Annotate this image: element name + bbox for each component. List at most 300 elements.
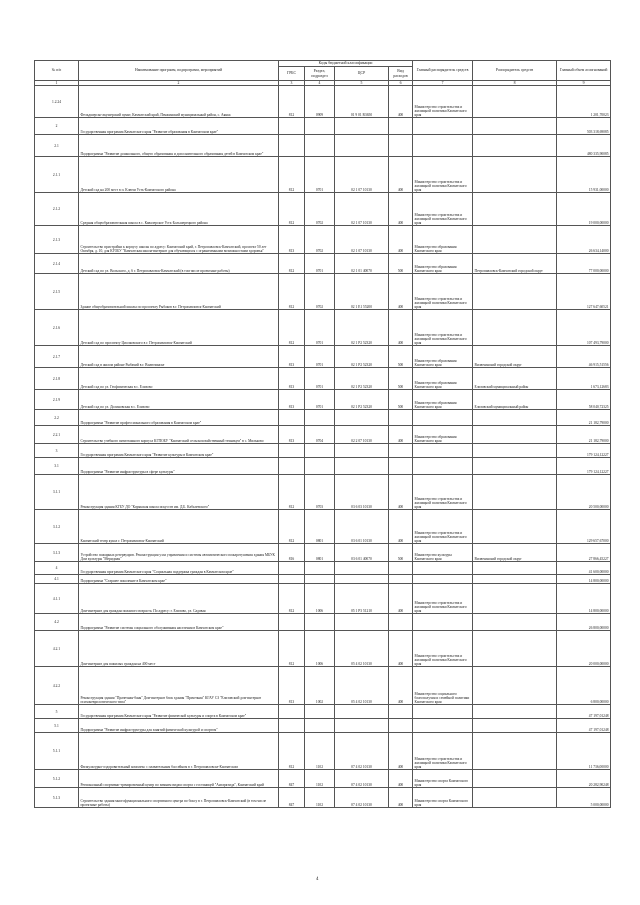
table-cell-no: 4	[35, 562, 79, 575]
table-cell-grbs: 813	[279, 426, 305, 444]
header-total: Главный объем ассигнований	[557, 61, 611, 81]
table-cell-name: Подпрограмма "Развитие профессионального образования в Камчатском крае"	[79, 410, 279, 426]
header-index: 4	[305, 81, 335, 86]
table-cell-csr: 07 4 02 10130	[335, 733, 389, 770]
table-cell-razdel: 0801	[305, 510, 335, 544]
header-index: 9	[557, 81, 611, 86]
table-cell-recipient	[473, 510, 557, 544]
table-cell-manager: Министерство строительства и жилищной политики Камчатского края	[413, 193, 473, 226]
table-cell-no: 2.1.3	[35, 226, 79, 254]
table-cell-no: 2.1.5	[35, 274, 79, 310]
table-cell-razdel: 0701	[305, 310, 335, 346]
table-row	[35, 368, 611, 390]
table-row	[35, 410, 611, 426]
table-cell-recipient: Петропавловск-Камчатский городской округ	[473, 254, 557, 274]
table-cell-manager: Министерство строительства и жилищной политики Камчатского края	[413, 274, 473, 310]
table-cell-vr: 400	[389, 733, 413, 770]
table-cell-no: 4.2	[35, 614, 79, 631]
table-cell-no: 3.1	[35, 458, 79, 475]
table-cell-csr	[335, 705, 389, 719]
table-cell-grbs	[279, 458, 305, 475]
table-cell-razdel: 0701	[305, 254, 335, 274]
table-cell-no: 3	[35, 444, 79, 458]
table-row	[35, 458, 611, 475]
table-row	[35, 135, 611, 157]
table-cell-no: 3.1.3	[35, 544, 79, 562]
table-cell-vr: 400	[389, 157, 413, 193]
table-cell-no: 4.1	[35, 575, 79, 584]
table-cell-name: Детский сад в жилом районе Рыбачий в г. Вилючинске	[79, 346, 279, 368]
table-cell-total: 46 915,51556	[557, 346, 611, 368]
table-cell-total: 41 600,00000	[557, 562, 611, 575]
table-cell-total: 26 634,14000	[557, 226, 611, 254]
table-cell-razdel	[305, 705, 335, 719]
table-cell-csr: 03 6 01 10130	[335, 510, 389, 544]
header-csr: ЦСР	[335, 67, 389, 81]
table-cell-recipient: Вилючинский городской округ	[473, 544, 557, 562]
table-cell-razdel	[305, 562, 335, 575]
table-cell-csr	[335, 118, 389, 135]
table-row	[35, 719, 611, 733]
table-cell-vr	[389, 118, 413, 135]
table-cell-razdel: 1102	[305, 733, 335, 770]
table-cell-no: 1.2.24	[35, 86, 79, 118]
table-cell-recipient	[473, 426, 557, 444]
table-cell-name: Здание общеобразовательной школы по проспекту Рыбаков в г. Петропавловск-Камчатский	[79, 274, 279, 310]
table-cell-recipient	[473, 475, 557, 510]
table-cell-no: 5	[35, 705, 79, 719]
table-cell-recipient	[473, 705, 557, 719]
table-cell-total: 58 040,72325	[557, 390, 611, 410]
table-cell-grbs	[279, 575, 305, 584]
table-cell-manager: Министерство социального благополучия и семейной политики Камчатского края	[413, 667, 473, 705]
table-cell-vr: 400	[389, 510, 413, 544]
table-cell-manager: Министерство строительства и жилищной политики Камчатского края	[413, 157, 473, 193]
table-cell-grbs: 812	[279, 733, 305, 770]
table-cell-no: 2.1.1	[35, 157, 79, 193]
table-cell-grbs	[279, 614, 305, 631]
table-row	[35, 390, 611, 410]
header-index: 6	[389, 81, 413, 86]
header-manager: Главный распорядитель средств	[413, 61, 473, 81]
table-cell-manager	[413, 444, 473, 458]
table-body	[35, 86, 611, 808]
table-cell-name: Государственная программа Камчатского края "Развитие культуры в Камчатском крае"	[79, 444, 279, 458]
table-cell-razdel	[305, 135, 335, 157]
table-cell-grbs: 812	[279, 86, 305, 118]
table-cell-grbs: 812	[279, 193, 305, 226]
table-cell-vr: 400	[389, 475, 413, 510]
table-cell-name: Подпрограмма "Старшее поколение в Камчатском крае"	[79, 575, 279, 584]
table-row	[35, 254, 611, 274]
table-cell-recipient	[473, 562, 557, 575]
table-cell-total: 19 000,00000	[557, 193, 611, 226]
table-cell-razdel: 0704	[305, 426, 335, 444]
table-cell-csr	[335, 562, 389, 575]
table-cell-vr: 500	[389, 254, 413, 274]
table-cell-name: Детский сад по проспекту Циолковского в г. Петропавловск-Камчатский	[79, 310, 279, 346]
table-cell-recipient	[473, 444, 557, 458]
table-cell-vr: 400	[389, 226, 413, 254]
table-cell-vr: 400	[389, 426, 413, 444]
table-cell-grbs: 813	[279, 667, 305, 705]
table-cell-no: 2.1.7	[35, 346, 79, 368]
table-cell-manager: Министерство образования Камчатского края	[413, 426, 473, 444]
table-cell-grbs	[279, 562, 305, 575]
header-codes-group: Коды бюджетной классификации	[279, 61, 413, 67]
table-cell-vr: 400	[389, 86, 413, 118]
table-cell-manager: Министерство строительства и жилищной политики Камчатского края	[413, 86, 473, 118]
table-cell-razdel: 1102	[305, 770, 335, 788]
table-cell-manager: Министерство строительства и жилищной политики Камчатского края	[413, 510, 473, 544]
table-cell-total: 14 800,00000	[557, 584, 611, 614]
table-cell-total: 480 335,90085	[557, 135, 611, 157]
table-cell-csr	[335, 719, 389, 733]
table-cell-name: Региональный спортивно-тренировочный центр по зимним видам спорта с гостиницей "Антарктида", Камчатский край	[79, 770, 279, 788]
table-cell-manager: Министерство образования Камчатского края	[413, 390, 473, 410]
table-row	[35, 631, 611, 667]
header-index: 3	[279, 81, 305, 86]
table-cell-vr: 400	[389, 631, 413, 667]
table-cell-name: Устройство пожарных резервуаров. Реконструкция узла управления и системы автоматического пожаротушения здания МБУК Дом культуры "Меридиан"	[79, 544, 279, 562]
table-cell-vr: 400	[389, 310, 413, 346]
table-cell-razdel: 0801	[305, 544, 335, 562]
table-cell-total: 127 647,60521	[557, 274, 611, 310]
table-cell-name: Дом-интернат для пожилых граждан на 400 мест	[79, 631, 279, 667]
table-cell-grbs: 812	[279, 254, 305, 274]
table-cell-grbs: 813	[279, 226, 305, 254]
table-cell-no: 4.2.2	[35, 667, 79, 705]
table-cell-no: 5.1.2	[35, 770, 79, 788]
table-cell-vr	[389, 458, 413, 475]
table-row	[35, 544, 611, 562]
table-cell-csr: 05 4 02 10130	[335, 667, 389, 705]
table-cell-name: Строительство пристройки к корпусу школы по адресу: Камчатский край, г. Петропавловск-Камчатский, проспект 50 лет Октября, д. 10, для КГОБУ "Камчатская школа-интернат для обучающихся с ограниченными возможностями здоровья"	[79, 226, 279, 254]
header-index: 8	[473, 81, 557, 86]
table-row	[35, 705, 611, 719]
table-cell-csr	[335, 575, 389, 584]
table-cell-vr: 500	[389, 368, 413, 390]
table-cell-csr: 02 1 07 10130	[335, 193, 389, 226]
table-cell-recipient	[473, 614, 557, 631]
table-cell-razdel: 0909	[305, 86, 335, 118]
table-cell-razdel: 1002	[305, 667, 335, 705]
table-cell-razdel	[305, 444, 335, 458]
table-cell-grbs: 812	[279, 157, 305, 193]
table-cell-csr: 02 1 P2 52320	[335, 390, 389, 410]
table-cell-name: Дом-интернат для граждан пожилого возраста. По адресу: г. Елизово, ул. Садовая	[79, 584, 279, 614]
table-cell-razdel: 0702	[305, 274, 335, 310]
table-cell-no: 5.1.1	[35, 733, 79, 770]
table-row	[35, 426, 611, 444]
table-cell-razdel	[305, 614, 335, 631]
table-cell-manager: Министерство спорта Камчатского края	[413, 770, 473, 788]
table-cell-csr	[335, 614, 389, 631]
table-cell-total: 503 318,69085	[557, 118, 611, 135]
table-cell-csr	[335, 458, 389, 475]
table-cell-vr: 400	[389, 193, 413, 226]
table-cell-name: Детский сад на 200 мест в п. Ключи Усть-Камчатского района	[79, 157, 279, 193]
table-cell-grbs: 812	[279, 631, 305, 667]
table-cell-vr	[389, 444, 413, 458]
table-cell-name: Строительство учебного пятиэтажного корпуса КГПОБУ "Камчатский сельскохозяйственный техникум" в с. Мильково	[79, 426, 279, 444]
table-cell-no: 2.2	[35, 410, 79, 426]
table-cell-total: 1 201,70023	[557, 86, 611, 118]
table-row	[35, 614, 611, 631]
table-cell-csr: 02 1 P2 52320	[335, 310, 389, 346]
table-cell-grbs: 813	[279, 390, 305, 410]
table-cell-razdel	[305, 575, 335, 584]
table-row	[35, 562, 611, 575]
table-cell-name: Государственная программа Камчатского края "Развитие физической культуры и спорта в Камчатском крае"	[79, 705, 279, 719]
table-cell-csr: 03 6 03 10130	[335, 475, 389, 510]
table-row	[35, 733, 611, 770]
table-cell-name: Фельдшерско-акушерский пункт, Камчатский край, Пенжинский муниципальный район, с. Аянка	[79, 86, 279, 118]
budget-table	[34, 60, 611, 808]
table-cell-total: 179 124,12227	[557, 458, 611, 475]
table-cell-grbs: 847	[279, 788, 305, 808]
table-cell-csr: 05 1 P3 51210	[335, 584, 389, 614]
table-cell-recipient	[473, 719, 557, 733]
table-cell-manager: Министерство образования Камчатского края	[413, 226, 473, 254]
table-row	[35, 157, 611, 193]
table-cell-name: Детский сад по ул. Долиновская в с. Елизово	[79, 390, 279, 410]
table-cell-vr	[389, 705, 413, 719]
table-cell-total: 11 736,00000	[557, 733, 611, 770]
table-cell-recipient	[473, 135, 557, 157]
table-cell-vr: 400	[389, 770, 413, 788]
table-cell-name: Детский сад по ул. Геофизическая в с. Елизово	[79, 368, 279, 390]
table-cell-razdel	[305, 458, 335, 475]
table-cell-name: Реконструкция здания КГБУ ДО "Корякская школа искусств им. Д.Б. Кабалевского"	[79, 475, 279, 510]
table-cell-csr	[335, 135, 389, 157]
table-cell-csr: 02 2 07 10130	[335, 426, 389, 444]
table-cell-manager	[413, 575, 473, 584]
table-cell-manager: Министерство строительства и жилищной политики Камчатского края	[413, 733, 473, 770]
table-cell-razdel: 0701	[305, 157, 335, 193]
header-recipient: Распорядитель средств	[473, 61, 557, 81]
table-cell-total: 5 000,00000	[557, 788, 611, 808]
table-cell-name: Государственная программа Камчатского края "Развитие образования в Камчатском крае"	[79, 118, 279, 135]
table-cell-recipient	[473, 86, 557, 118]
table-row	[35, 444, 611, 458]
table-cell-no: 2.1.2	[35, 193, 79, 226]
table-cell-razdel: 0701	[305, 368, 335, 390]
table-cell-no: 5.1	[35, 719, 79, 733]
table-cell-grbs: 812	[279, 584, 305, 614]
table-cell-no: 5.1.3	[35, 788, 79, 808]
table-cell-recipient	[473, 274, 557, 310]
table-cell-razdel: 0701	[305, 346, 335, 368]
table-cell-no: 2.1.9	[35, 390, 79, 410]
table-cell-no: 3.1.1	[35, 475, 79, 510]
table-cell-recipient: Вилючинский городской округ	[473, 346, 557, 368]
table-cell-vr	[389, 562, 413, 575]
table-row	[35, 667, 611, 705]
table-cell-csr: 07 4 02 10130	[335, 770, 389, 788]
table-cell-grbs: 813	[279, 368, 305, 390]
table-cell-recipient	[473, 410, 557, 426]
table-cell-grbs	[279, 135, 305, 157]
table-cell-total: 47 197,01248	[557, 719, 611, 733]
table-row	[35, 575, 611, 584]
header-index: 5	[335, 81, 389, 86]
table-cell-recipient	[473, 733, 557, 770]
table-cell-name: Подпрограмма "Развитие инфраструктуры для занятий физической культурой и спортом"	[79, 719, 279, 733]
table-cell-recipient	[473, 584, 557, 614]
table-cell-recipient	[473, 193, 557, 226]
table-cell-recipient	[473, 788, 557, 808]
table-cell-manager	[413, 719, 473, 733]
table-cell-grbs	[279, 118, 305, 135]
table-cell-recipient	[473, 770, 557, 788]
table-cell-grbs: 812	[279, 510, 305, 544]
table-cell-csr: 07 4 02 10130	[335, 788, 389, 808]
table-cell-vr: 400	[389, 667, 413, 705]
table-cell-razdel: 0701	[305, 390, 335, 410]
table-cell-csr	[335, 444, 389, 458]
table-cell-manager: Министерство строительства и жилищной политики Камчатского края	[413, 584, 473, 614]
table-cell-total: 77 000,00000	[557, 254, 611, 274]
table-cell-no: 4.1.1	[35, 584, 79, 614]
table-cell-csr: 02 1 07 10130	[335, 226, 389, 254]
table-cell-total: 129 657,67000	[557, 510, 611, 544]
table-cell-vr	[389, 135, 413, 157]
table-cell-manager	[413, 135, 473, 157]
table-cell-csr: 02 1 P2 52320	[335, 368, 389, 390]
table-cell-vr: 400	[389, 274, 413, 310]
table-cell-razdel: 0703	[305, 475, 335, 510]
table-cell-manager	[413, 118, 473, 135]
table-row	[35, 770, 611, 788]
table-cell-csr: 02 1 P2 52320	[335, 346, 389, 368]
table-cell-csr: 03 6 01 40070	[335, 544, 389, 562]
table-cell-manager: Министерство культуры Камчатского края	[413, 544, 473, 562]
table-cell-vr: 400	[389, 788, 413, 808]
table-cell-recipient: Елизовский муниципальный район	[473, 368, 557, 390]
table-cell-total: 47 197,01248	[557, 705, 611, 719]
table-row	[35, 346, 611, 368]
table-cell-recipient	[473, 458, 557, 475]
table-row	[35, 226, 611, 254]
table-cell-vr: 400	[389, 584, 413, 614]
header-name: Наименование программ, подпрограмм, мероприятий	[79, 61, 279, 81]
table-cell-grbs	[279, 705, 305, 719]
table-cell-name: Строительство здания многофункционального спортивного центра по боксу в г. Петропавловск-Камчатский (в том числе проектные работы)	[79, 788, 279, 808]
table-cell-no: 2.2.1	[35, 426, 79, 444]
budget-table-page	[34, 60, 610, 808]
table-cell-razdel: 1006	[305, 631, 335, 667]
table-cell-total: 21 182,79000	[557, 426, 611, 444]
table-cell-name: Камчатский театр кукол г. Петропавловск-Камчатский	[79, 510, 279, 544]
header-index: 7	[413, 81, 473, 86]
table-cell-no: 2	[35, 118, 79, 135]
table-cell-csr: 02 1 E1 55200	[335, 274, 389, 310]
table-cell-csr: 05 4 02 10130	[335, 631, 389, 667]
table-cell-razdel	[305, 719, 335, 733]
header-index: 2	[79, 81, 279, 86]
table-cell-total: 20 500,00000	[557, 475, 611, 510]
header-no: № п/п	[35, 61, 79, 81]
table-cell-no: 4.2.1	[35, 631, 79, 667]
table-cell-recipient	[473, 226, 557, 254]
table-row	[35, 193, 611, 226]
table-cell-grbs: 812	[279, 475, 305, 510]
table-row	[35, 86, 611, 118]
page-number: 4	[316, 877, 319, 882]
table-cell-grbs	[279, 719, 305, 733]
table-cell-manager	[413, 410, 473, 426]
header-grbs: ГРБС	[279, 67, 305, 81]
table-cell-no: 2.1.6	[35, 310, 79, 346]
table-cell-recipient	[473, 575, 557, 584]
table-cell-manager: Министерство образования Камчатского края	[413, 254, 473, 274]
table-cell-recipient: Елизовский муниципальный район	[473, 390, 557, 410]
table-cell-grbs: 812	[279, 310, 305, 346]
table-cell-manager: Министерство строительства и жилищной политики Камчатского края	[413, 475, 473, 510]
table-cell-no: 2.1.4	[35, 254, 79, 274]
table-cell-recipient	[473, 310, 557, 346]
table-cell-total: 26 800,00000	[557, 614, 611, 631]
table-cell-manager	[413, 562, 473, 575]
table-cell-manager: Министерство строительства и жилищной политики Камчатского края	[413, 631, 473, 667]
table-cell-name: Подпрограмма "Развитие дошкольного, общего образования и дополнительного образования детей в Камчатском крае"	[79, 135, 279, 157]
table-cell-recipient	[473, 631, 557, 667]
table-cell-name: Физкультурно-оздоровительный комплекс с плавательным бассейном в г. Петропавловске-Камчатском	[79, 733, 279, 770]
table-cell-name: Реконструкция здания "Прачечная-баня" Дом-интернат блок здания "Прачечная" КГАУ СЗ "Елизовский дом-интернат психоневрологического типа"	[79, 667, 279, 705]
table-cell-manager	[413, 705, 473, 719]
table-cell-manager: Министерство строительства и жилищной политики Камчатского края	[413, 310, 473, 346]
table-cell-grbs	[279, 410, 305, 426]
table-row	[35, 475, 611, 510]
table-cell-csr: 01 9 01 R3650	[335, 86, 389, 118]
table-row	[35, 584, 611, 614]
table-cell-razdel	[305, 410, 335, 426]
table-cell-total: 27 866,45227	[557, 544, 611, 562]
table-cell-vr	[389, 719, 413, 733]
table-cell-recipient	[473, 157, 557, 193]
table-cell-no: 2.1	[35, 135, 79, 157]
table-cell-csr: 02 1 07 10130	[335, 157, 389, 193]
table-cell-total: 179 124,12227	[557, 444, 611, 458]
table-cell-grbs: 813	[279, 346, 305, 368]
table-cell-recipient	[473, 667, 557, 705]
table-cell-recipient	[473, 118, 557, 135]
table-cell-total: 15 931,00000	[557, 157, 611, 193]
table-cell-name: Средняя общеобразовательная школа в с. Кавалерское Усть-Большерецкого района	[79, 193, 279, 226]
table-cell-razdel	[305, 118, 335, 135]
table-cell-vr	[389, 575, 413, 584]
table-cell-vr	[389, 614, 413, 631]
table-cell-name: Детский сад по ул. Вольского, д. 6 г. Петропавловск-Камчатский (в том числе проектные работы)	[79, 254, 279, 274]
table-cell-grbs	[279, 444, 305, 458]
table-cell-name: Подпрограмма "Развитие инфраструктуры в сфере культуры"	[79, 458, 279, 475]
table-cell-manager	[413, 458, 473, 475]
table-row	[35, 510, 611, 544]
table-cell-razdel: 1006	[305, 584, 335, 614]
table-cell-razdel: 1102	[305, 788, 335, 808]
table-row	[35, 310, 611, 346]
table-cell-grbs: 812	[279, 274, 305, 310]
table-cell-csr	[335, 410, 389, 426]
table-cell-manager: Министерство образования Камчатского края	[413, 346, 473, 368]
table-cell-grbs: 816	[279, 544, 305, 562]
table-cell-manager: Министерство спорта Камчатского края	[413, 788, 473, 808]
table-cell-manager	[413, 614, 473, 631]
table-cell-grbs: 847	[279, 770, 305, 788]
table-row	[35, 118, 611, 135]
table-cell-vr	[389, 410, 413, 426]
